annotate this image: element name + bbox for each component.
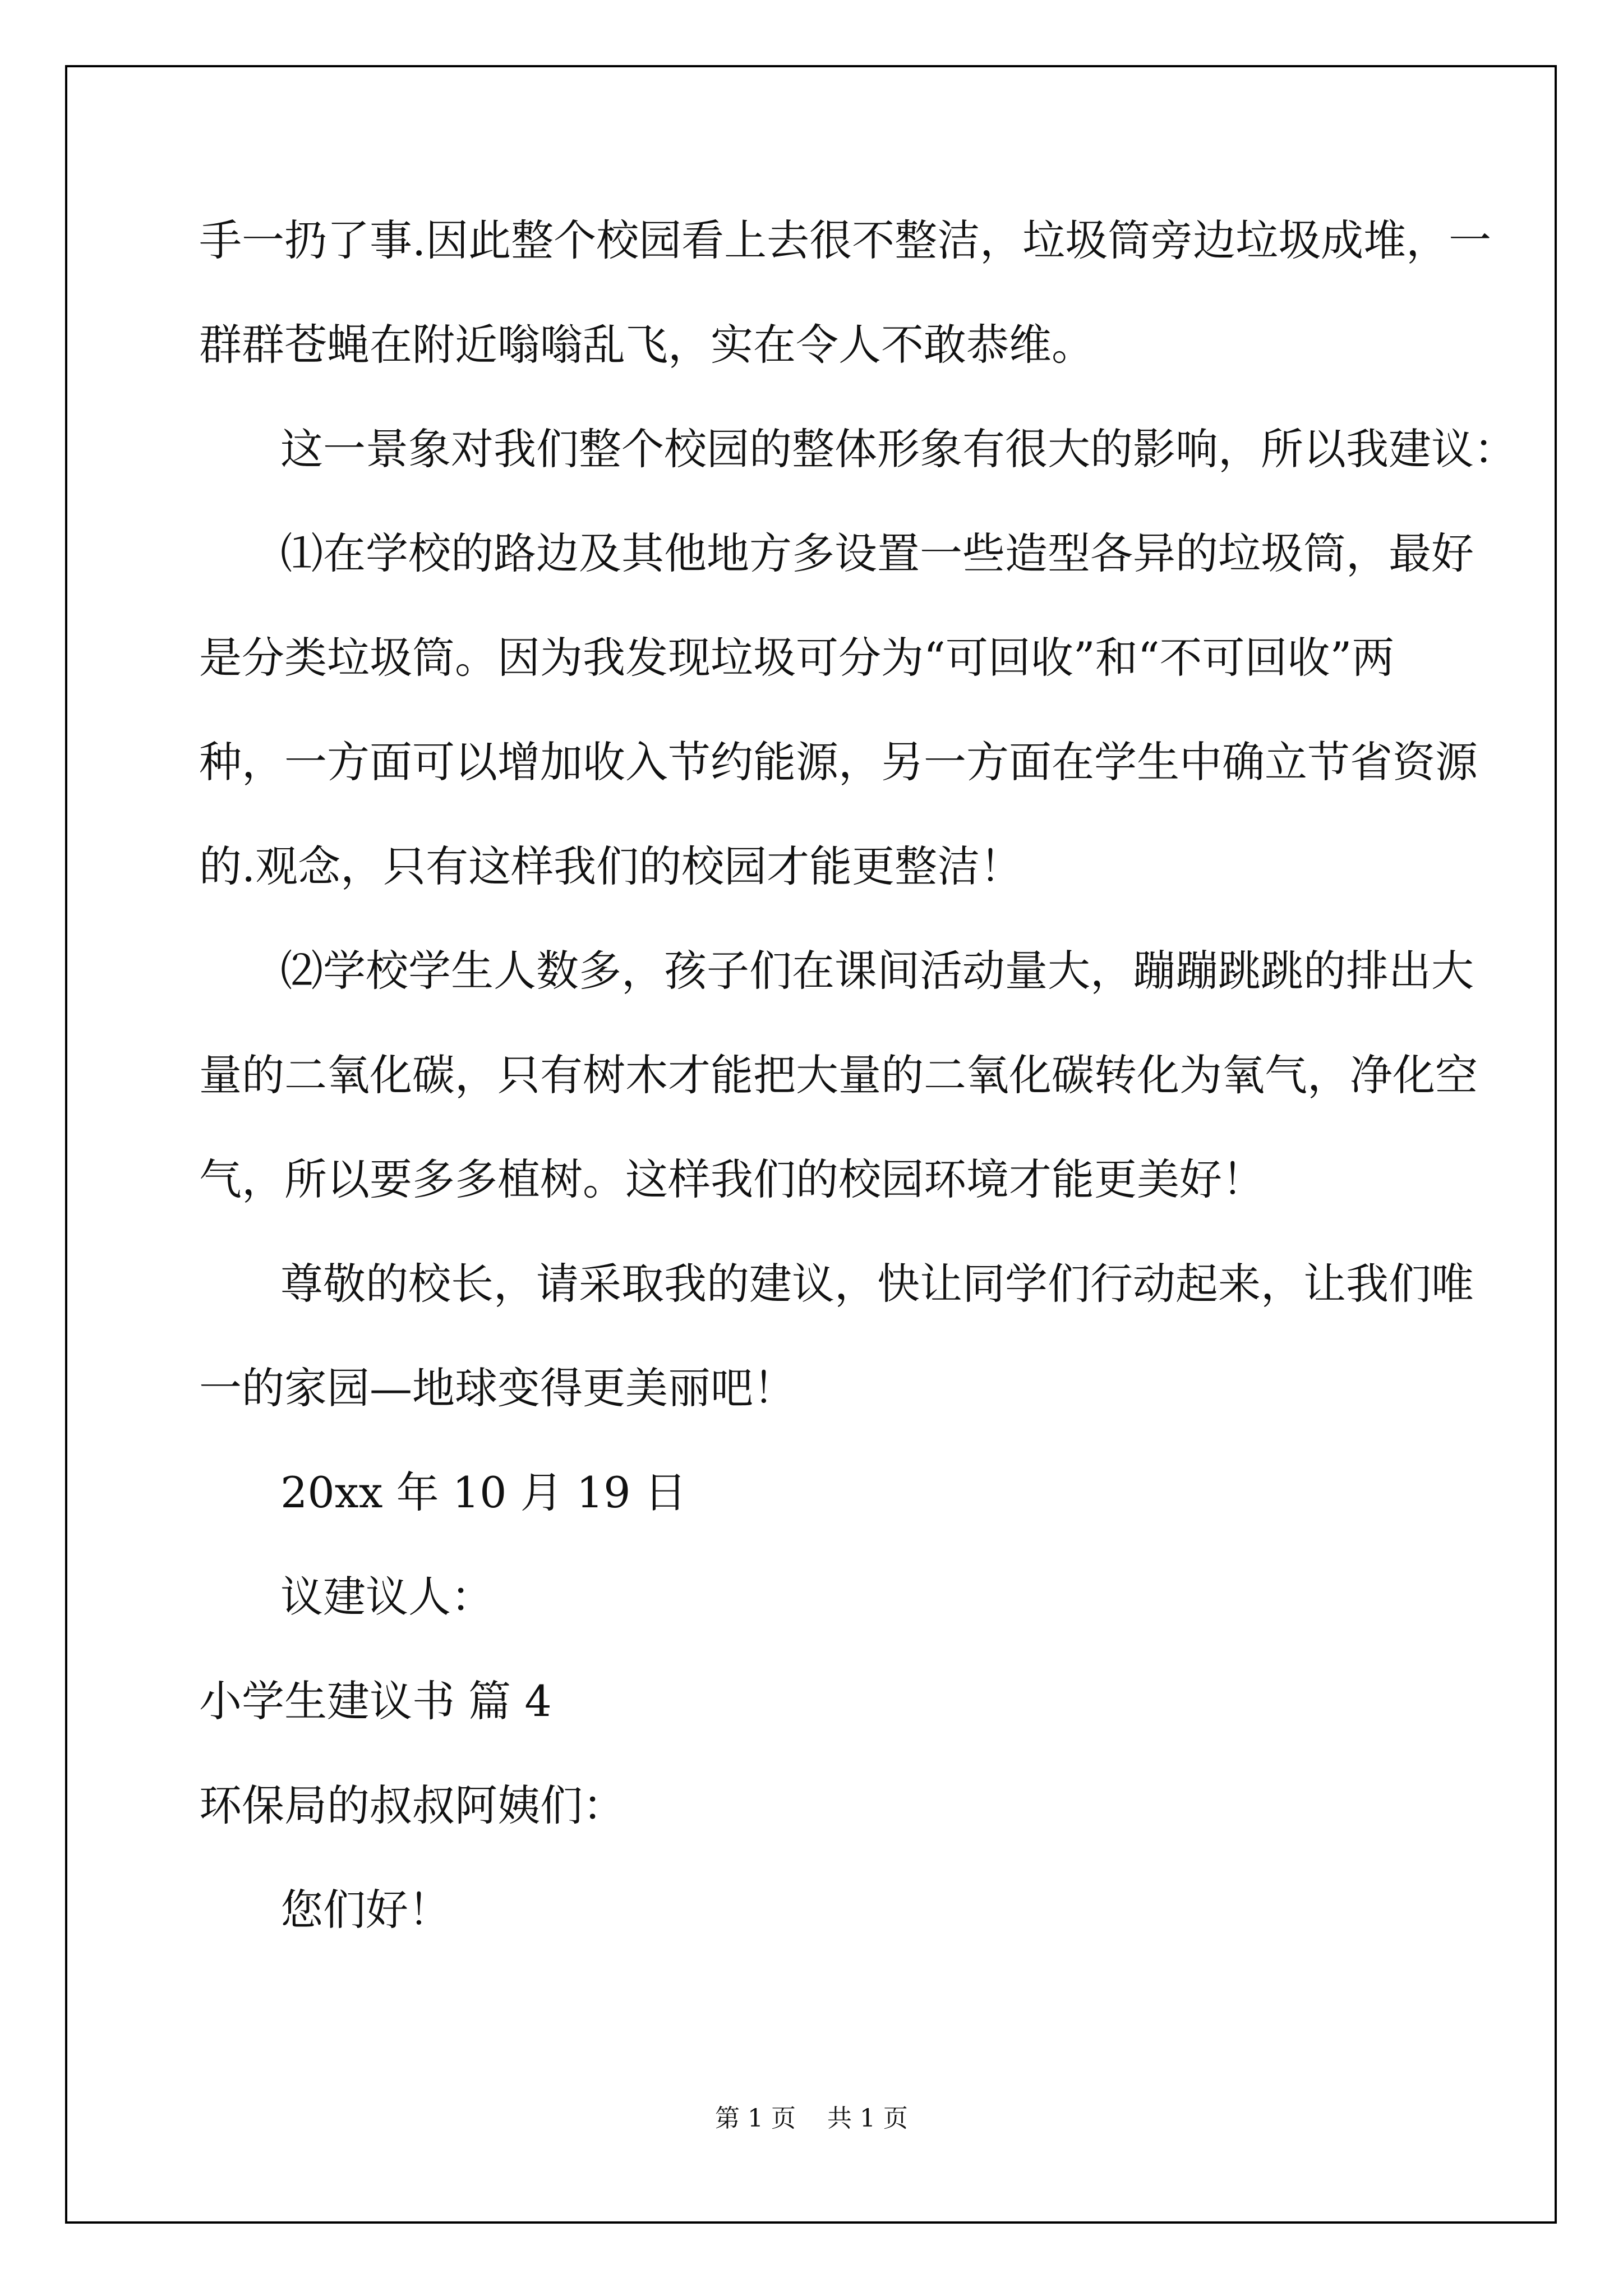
page-number-footer: 第 1 页 共 1 页 [715,2104,908,2133]
paragraph-line: ⑵学校学生人数多，孩子们在课间活动量大，蹦蹦跳跳的排出大 [280,946,1474,996]
paragraph-line: ⑴在学校的路边及其他地方多设置一些造型各异的垃圾筒，最好 [280,528,1474,578]
paragraph-line: 量的二氧化碳，只有树木才能把大量的二氧化碳转化为氧气，净化空 [199,1050,1478,1100]
paragraph-line: 这一景象对我们整个校园的整体形象有很大的影响，所以我建议： [280,424,1516,474]
paragraph-line: 的.观念，只有这样我们的校园才能更整洁！ [199,841,1023,891]
paragraph-line: 尊敬的校长，请采取我的建议，快让同学们行动起来，让我们唯 [280,1259,1474,1309]
document-body [199,208,1516,1981]
paragraph-line: 群群苍蝇在附近嗡嗡乱飞，实在令人不敢恭维。 [199,320,1094,370]
paragraph-line: 是分类垃圾筒。因为我发现垃圾可分为“可回收”和“不可回收”两 [199,633,1395,683]
section-heading: 小学生建议书 篇 4 [199,1676,552,1726]
greeting-line: 您们好！ [280,1885,451,1935]
salutation-line: 环保局的叔叔阿姨们： [199,1780,625,1830]
paragraph-line: 一的家园—地球变得更美丽吧！ [199,1363,796,1413]
paragraph-line: 气，所以要多多植树。这样我们的校园环境才能更美好！ [199,1154,1265,1204]
paragraph-line: 手一扔了事.因此整个校园看上去很不整洁，垃圾筒旁边垃圾成堆，一 [199,215,1492,265]
date-line: 20xx 年 10 月 19 日 [280,1467,687,1517]
paragraph-line: 种，一方面可以增加收入节约能源，另一方面在学生中确立节省资源 [199,737,1478,787]
signature-line: 议建议人： [280,1572,494,1622]
